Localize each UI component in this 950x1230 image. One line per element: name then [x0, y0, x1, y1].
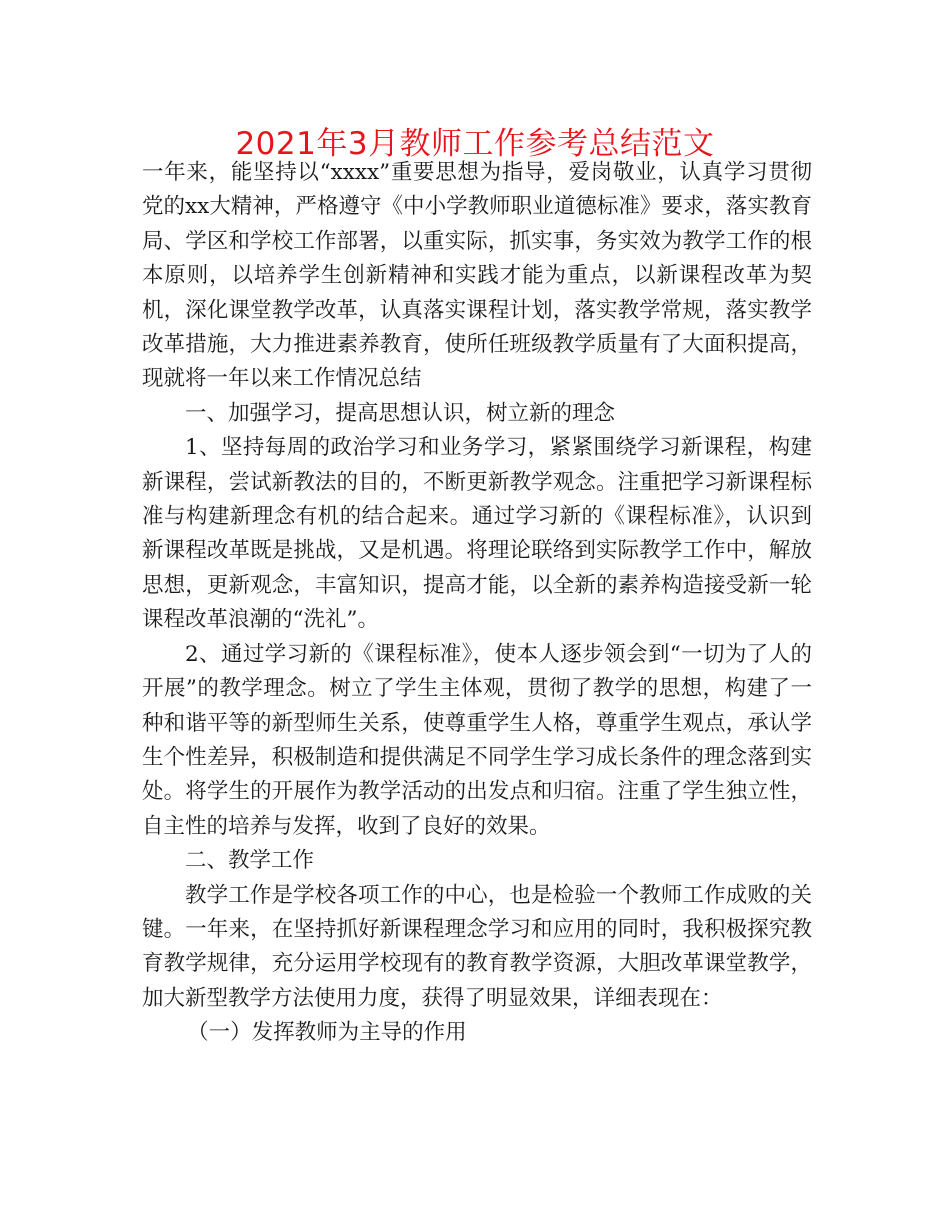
- paragraph-intro: 一年来，能坚持以“xxxx”重要思想为指导，爱岗敬业，认真学习贯彻党的xx大精神，严格遵守《中小学教师职业道德标准》要求，落实教育局、学区和学校工作部署，以重实际，抓实事，务实效为教学工作的根本原则，以培养学生创新精神和实践才能为重点，以新课程改革为契机，深化课堂教学改革，认真落实课程计划，落实教学常规，落实教学改革措施，大力推进素养教育，使所任班级教学质量有了大面积提高，现就将一年以来工作情况总结: [142, 160, 812, 392]
- paragraph-item-2: 2、通过学习新的《课程标准》，使本人逐步领会到“一切为了人的开展”的教学理念。树立了学生主体观，贯彻了教学的思想，构建了一种和谐平等的新型师生关系，使尊重学生人格，尊重学生观点，承认学生个性差异，积极制造和提供满足不同学生学习成长条件的理念落到实处。将学生的开展作为教学活动的出发点和归宿。注重了学生独立性，自主性的培养与发挥，收到了良好的效果。: [142, 641, 812, 839]
- section-heading-1: 一、加强学习，提高思想认识，树立新的理念: [185, 400, 616, 426]
- paragraph-teaching-work: 教学工作是学校各项工作的中心，也是检验一个教师工作成败的关键。一年来，在坚持抓好新课程理念学习和应用的同时，我积极探究教育教学规律，充分运用学校现有的教育教学资源，大胆改革课堂教学，加大新型教学方法使用力度，获得了明显效果，详细表现在：: [142, 882, 812, 1011]
- subsection-heading-1: （一）发挥教师为主导的作用: [187, 1020, 467, 1046]
- document-title: 2021年3月教师工作参考总结范文: [235, 126, 715, 162]
- document-body: [142, 156, 812, 1051]
- section-heading-2: 二、教学工作: [185, 848, 315, 874]
- paragraph-item-1: 1、坚持每周的政治学习和业务学习，紧紧围绕学习新课程，构建新课程，尝试新教法的目的，不断更新教学观念。注重把学习新课程标准与构建新理念有机的结合起来。通过学习新的《课程标准》，认识到新课程改革既是挑战，又是机遇。将理论联络到实际教学工作中，解放思想，更新观念，丰富知识，提高才能，以全新的素养构造接受新一轮课程改革浪潮的“洗礼”。: [142, 435, 812, 633]
